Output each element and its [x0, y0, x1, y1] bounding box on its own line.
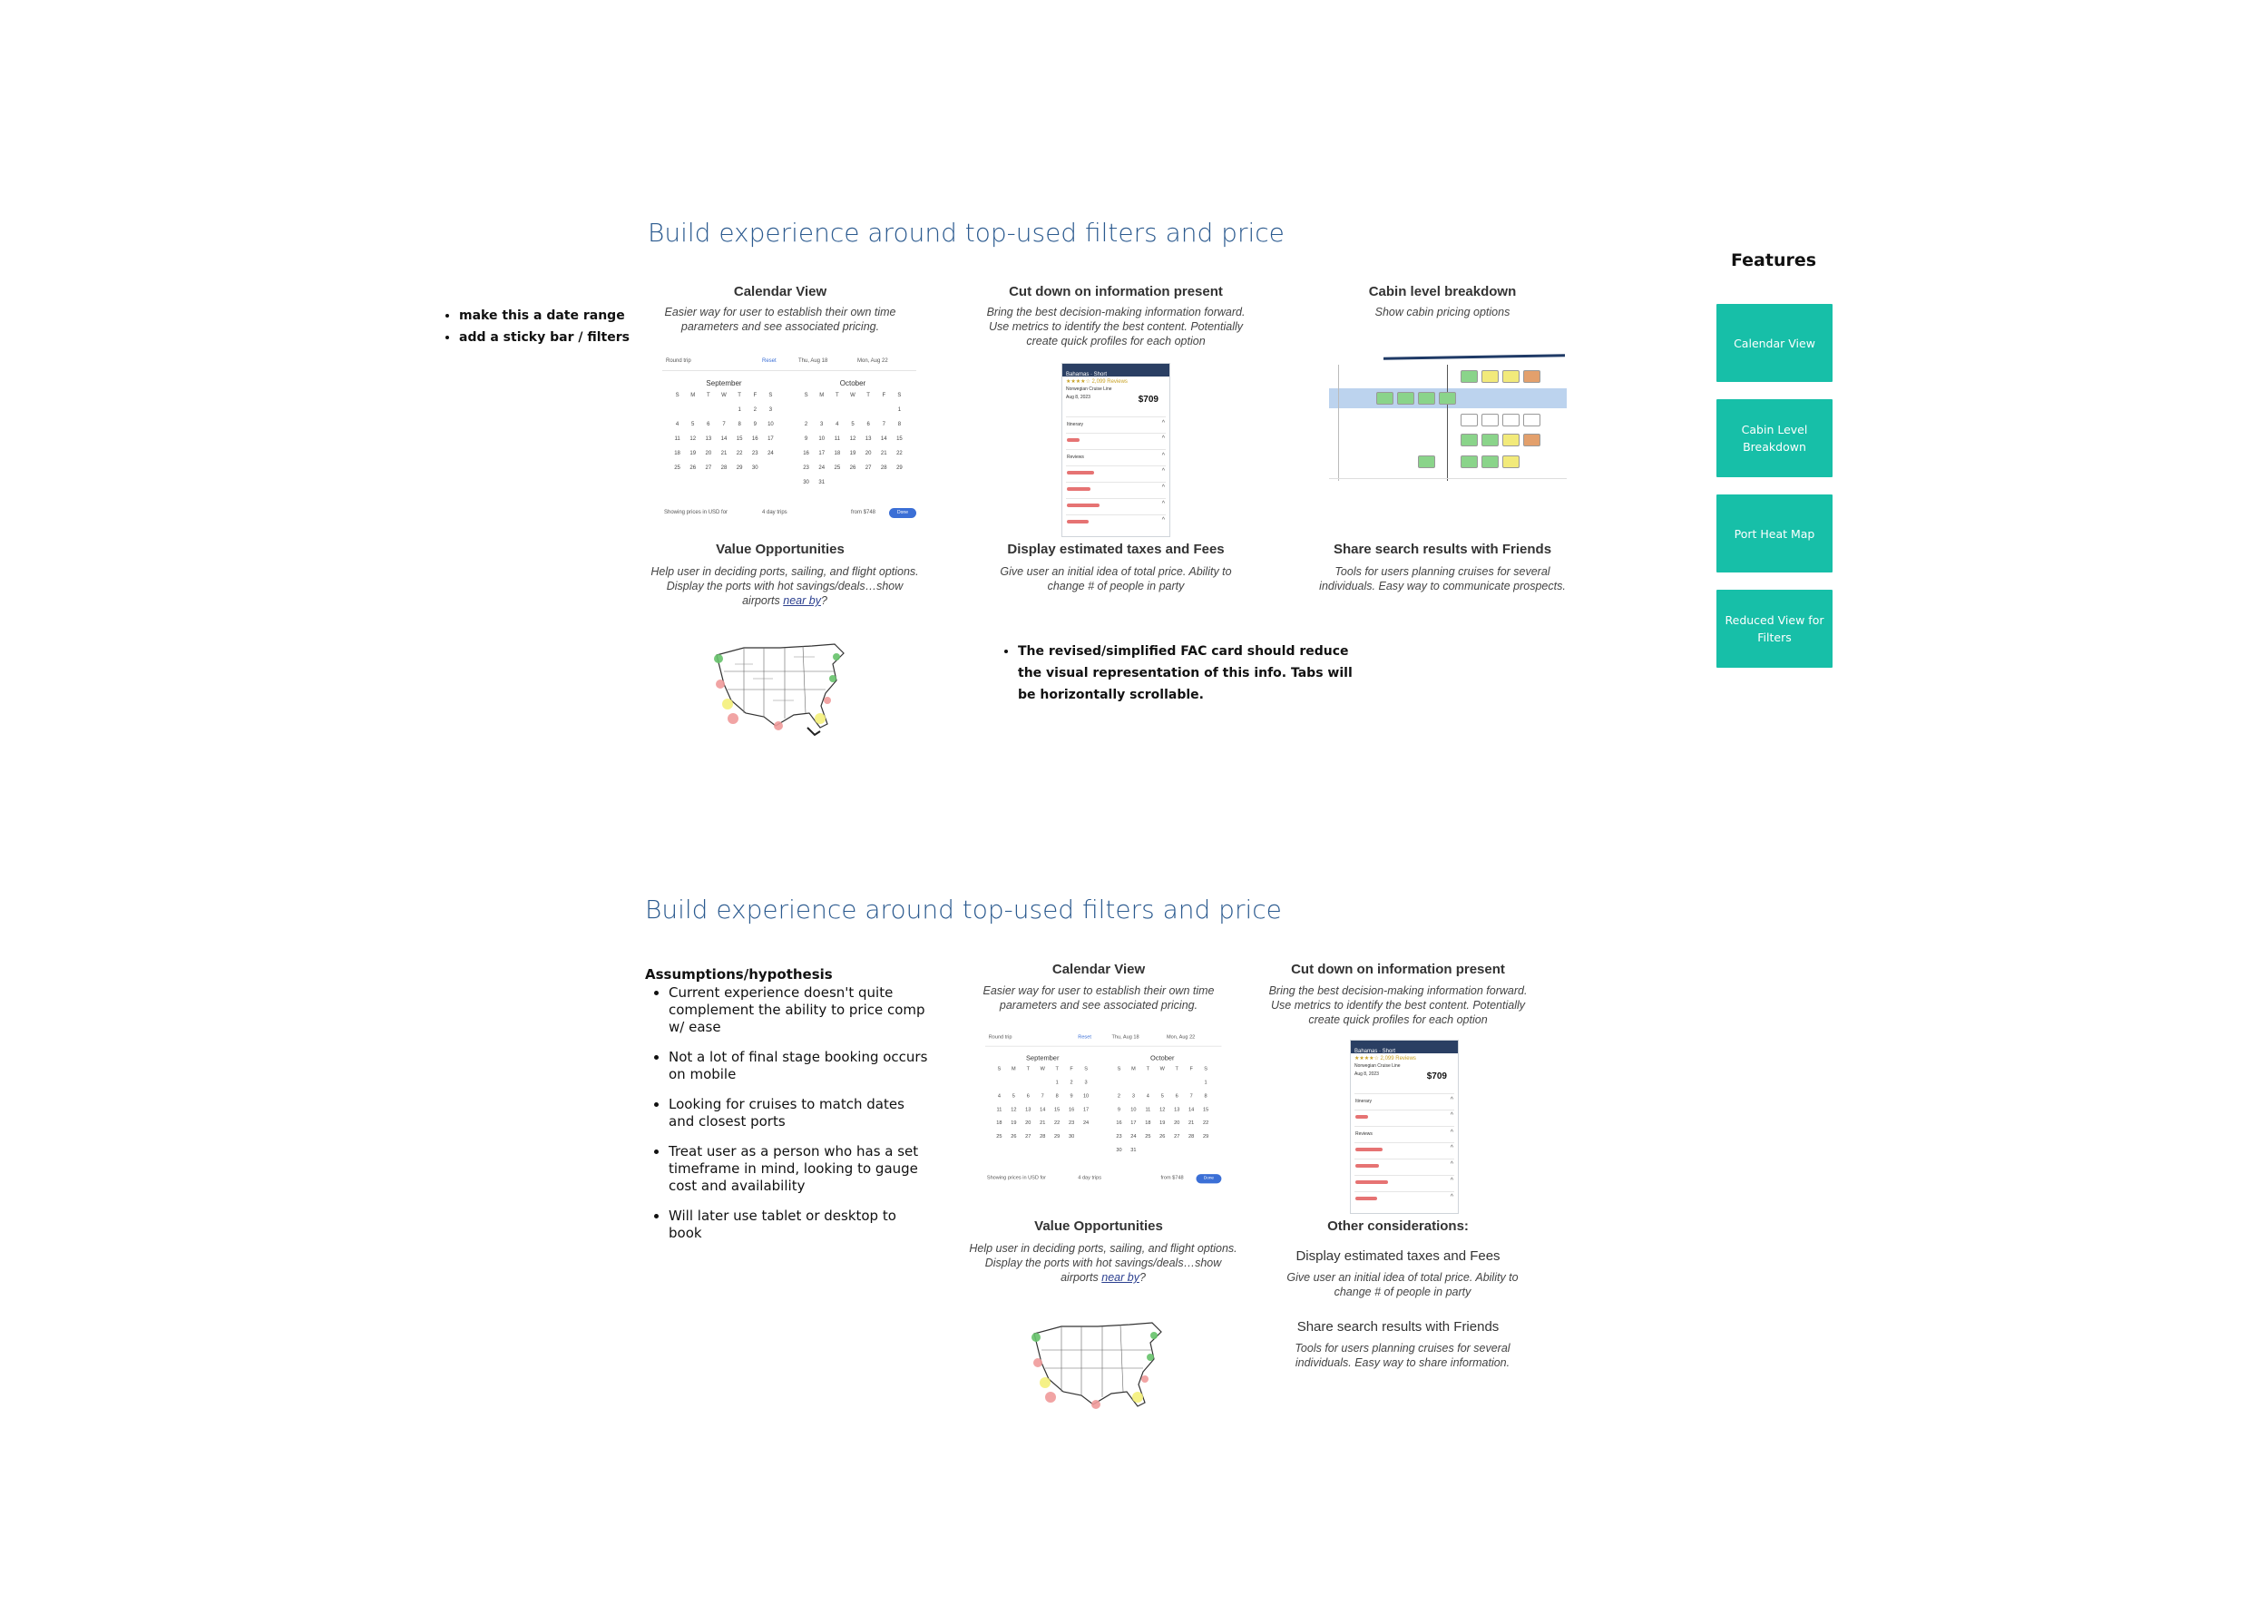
price: $709 [1138, 395, 1158, 405]
calendar-mockup-2: Round trip Reset Thu, Aug 18 Mon, Aug 22 September S M T W T F S 1 2 3 4 5 6 7 8 9 10 11 12 13 14 15 16 17 18 19 20 21 22 23 24 25 26 27 28 29 30 October S M T W T F S 1 2 3 4 5 6 7 8 9 10 11 12 13 14 15 16 17 18 19 20 21 22 23 24 25 26 27 28 29 30 31 Showing prices in USD for 4 day trips from $748 Done [985, 1031, 1221, 1191]
assumption-item: • Not a lot of final stage booking occurs on mobile [669, 1049, 932, 1083]
taxes-title: Display estimated taxes and Fees [1007, 542, 1225, 557]
cut-down-title-2: Cut down on information present [1291, 962, 1505, 977]
feature-cabin-level-button[interactable]: Cabin Level Breakdown [1716, 399, 1833, 477]
calendar-mockup [662, 354, 916, 526]
assumptions-title: Assumptions/hypothesis [645, 966, 833, 983]
other-considerations-title: Other considerations: [1327, 1218, 1469, 1234]
assumption-item: • Looking for cruises to match dates and closest ports [669, 1096, 932, 1130]
calendar-view-title-2: Calendar View [1051, 962, 1146, 977]
assumption-item: • Current experience doesn't quite complement the ability to price comp w/ ease [669, 984, 932, 1036]
note-item: • make this a date range [459, 305, 630, 327]
feature-reduced-view-button[interactable]: Reduced View for Filters [1716, 590, 1833, 668]
share-title: Share search results with Friends [1333, 542, 1552, 557]
near-by-link-2[interactable]: near by [1101, 1271, 1139, 1284]
footer-trip: 4 day trips [762, 510, 787, 515]
port-heat-map-2 [1025, 1316, 1170, 1415]
near-by-link[interactable]: near by [783, 594, 821, 607]
month-september-2: September S M T W T F S 1 2 3 4 5 6 7 8 9 10 11 12 13 14 15 16 17 18 19 20 21 22 23 24 25 26 27 28 29 30 [996, 1054, 1090, 1140]
taxes-desc-2: Give user an initial idea of total price. Ability to change # of people in party [1286, 1271, 1519, 1298]
value-desc-2: Help user in deciding ports, sailing, and flight options. Display the ports with hot savings/deals…show airports near by? [969, 1242, 1237, 1284]
value-desc: Help user in deciding ports, sailing, and flight options. Display the ports with hot savings/deals…show airports near by? [650, 565, 919, 607]
taxes-desc: Give user an initial idea of total price. Ability to change # of people in party [1000, 565, 1232, 592]
assumption-item: • Treat user as a person who has a set timeframe in mind, looking to gauge cost and availability [669, 1143, 932, 1195]
reviews-stars: ★★★★☆ 2,099 Reviews [1066, 379, 1128, 385]
cabin-title: Cabin level breakdown [1368, 284, 1517, 299]
reset-link: Reset [762, 358, 777, 364]
cabin-desc: Show cabin pricing options [1374, 306, 1510, 318]
fac-card-mockup-2: Bahamas · Short ★★★★☆ 2,099 Reviews Norwegian Cruise Line Aug 8, 2023 $709 Itinerary ^ ^ Reviews ^ ^ ^ ^ ^ [1350, 1040, 1459, 1214]
calendar-view-desc-2: Easier way for user to establish their own time parameters and see associated pricing. [982, 984, 1215, 1012]
ship-name: Bahamas · Short [1066, 372, 1108, 377]
features-title: Features [1730, 250, 1817, 270]
taxes-title-2: Display estimated taxes and Fees [1295, 1248, 1501, 1264]
round-trip-select: Round trip [666, 358, 691, 364]
value-title: Value Opportunities [716, 542, 845, 557]
calendar-view-desc: Easier way for user to establish their own time parameters and see associated pricing. [664, 306, 896, 333]
assumption-item: • Will later use tablet or desktop to book [669, 1208, 932, 1242]
calendar-view-title: Calendar View [733, 284, 827, 299]
cut-down-desc-2: Bring the best decision-making information forward. Use metrics to identify the best content. Potentially create quick profiles for each option [1268, 984, 1528, 1026]
footer-left: Showing prices in USD for [664, 510, 728, 515]
note-item: • add a sticky bar / filters [459, 327, 630, 348]
section1-title: Build experience around top-used filters and price [648, 218, 1285, 248]
feature-port-heat-map-button[interactable]: Port Heat Map [1716, 494, 1833, 572]
share-desc-2: Tools for users planning cruises for several individuals. Easy way to share information. [1295, 1342, 1510, 1369]
cut-down-title: Cut down on information present [1009, 284, 1223, 299]
date-to: Mon, Aug 22 [857, 358, 888, 364]
month-september: September S M T W T F S 1 2 3 4 5 6 7 8 9 10 11 12 13 14 15 16 17 18 19 20 21 22 23 24 25 26 27 28 29 30 [670, 379, 778, 476]
month-october-2: October S M T W T F S 1 2 3 4 5 6 7 8 9 10 11 12 13 14 15 16 17 18 19 20 21 22 23 24 25 26 27 28 29 30 31 [1116, 1054, 1209, 1153]
date-from: Thu, Aug 18 [798, 358, 828, 364]
itinerary-label: Itinerary [1067, 422, 1084, 427]
done-button: Done [889, 508, 916, 518]
section1-notes [445, 305, 630, 348]
section2-title: Build experience around top-used filters and price [645, 895, 1282, 925]
port-heat-map [708, 637, 853, 737]
fac-note [1003, 641, 1358, 706]
month-october: October S M T W T F S 1 2 3 4 5 6 7 8 9 10 11 12 13 14 15 16 17 18 19 20 21 22 23 24 25 26 27 28 29 30 31 [803, 379, 903, 485]
assumptions-list [645, 984, 932, 1255]
share-title-2: Share search results with Friends [1296, 1319, 1500, 1335]
cruise-line: Norwegian Cruise Line [1066, 386, 1112, 392]
cabin-breakdown-mockup [1329, 356, 1567, 483]
calendar-grid: S M T W T F S 1 2 3 4 5 6 7 8 9 10 11 12 13 14 15 16 17 18 19 20 21 22 23 24 25 26 27 28 29 30 [674, 393, 774, 471]
value-title-2: Value Opportunities [1034, 1218, 1163, 1234]
share-desc: Tools for users planning cruises for several individuals. Easy way to communicate prospects. [1319, 565, 1566, 592]
fac-note-item: • The revised/simplified FAC card should reduce the visual representation of this info. Tabs will be horizontally scrollable. [1018, 641, 1358, 706]
feature-calendar-view-button[interactable]: Calendar View [1716, 304, 1833, 382]
cut-down-desc: Bring the best decision-making information forward. Use metrics to identify the best content. Potentially create quick profiles for each option [986, 306, 1246, 347]
sail-date: Aug 8, 2023 [1066, 395, 1090, 400]
footer-from: from $748 [851, 510, 876, 515]
reviews-label: Reviews [1067, 455, 1084, 460]
fac-card-mockup: Bahamas · Short ★★★★☆ 2,099 Reviews Norwegian Cruise Line Aug 8, 2023 $709 Itinerary ^ ^ Reviews ^ ^ ^ ^ ^ [1061, 363, 1170, 537]
